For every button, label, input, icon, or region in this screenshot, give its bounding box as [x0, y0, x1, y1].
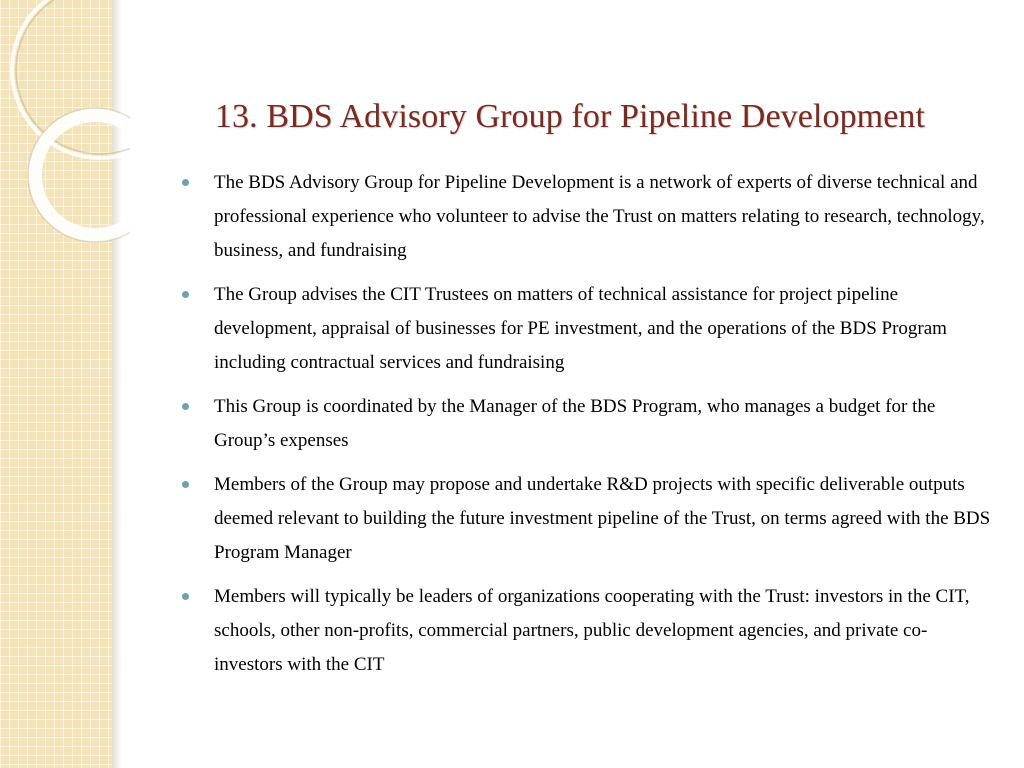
bullet-item [182, 468, 992, 570]
bullet-text: Members of the Group may propose and undertake R&D projects with specific deliverable outputs deemed relevant to building the future investment pipeline of the Trust, on terms agreed with the BDS Program Manager [214, 474, 991, 563]
bullet-list [182, 166, 992, 692]
bullet-text: This Group is coordinated by the Manager of the BDS Program, who manages a budget for the Group’s expenses [214, 396, 936, 451]
bullet-dot-icon [182, 403, 189, 410]
bullet-dot-icon [182, 593, 189, 600]
bullet-item [182, 166, 992, 268]
slide-title: 13. BDS Advisory Group for Pipeline Development [214, 98, 926, 135]
bullet-item [182, 580, 992, 682]
bullet-text: Members will typically be leaders of organizations cooperating with the Trust: investors in the CIT, schools, other non-profits, commercial partners, public development agencies, and private co-investors with the CIT [214, 586, 970, 675]
bullet-item [182, 390, 992, 458]
bullet-dot-icon [182, 291, 189, 298]
decorative-rings [0, 0, 130, 260]
bullet-dot-icon [182, 179, 189, 186]
bullet-text: The BDS Advisory Group for Pipeline Development is a network of experts of diverse technical and professional experience who volunteer to advise the Trust on matters relating to research, technology, business, and fundraising [214, 172, 985, 261]
bullet-dot-icon [182, 481, 189, 488]
bullet-text: The Group advises the CIT Trustees on matters of technical assistance for project pipeline development, appraisal of businesses for PE investment, and the operations of the BDS Program including contractual services and fundraising [214, 284, 947, 373]
bullet-item [182, 278, 992, 380]
